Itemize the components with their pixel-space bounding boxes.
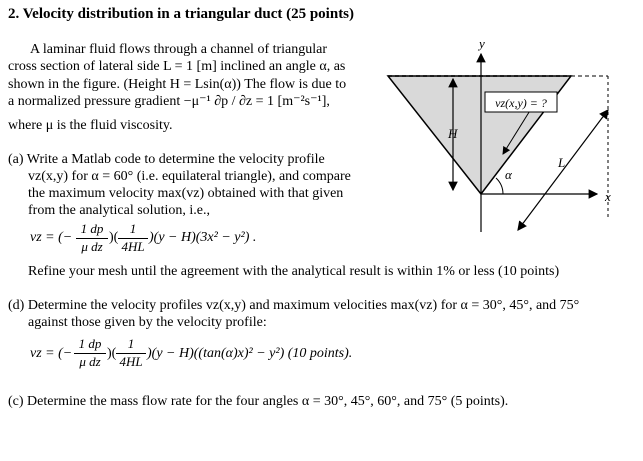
l-label: L [558,155,566,170]
eq2-rhs: )(y − H)((tan(α)x)² − y²) (10 points). [147,346,353,361]
part-a-line-1: (a) Write a Matlab code to determine the velocity profile [8,152,325,167]
refine-line: Refine your mesh until the agreement with the analytical result is within 1% or less (10 points) [28,264,560,279]
eq1-lhs: vz = (− [30,230,73,245]
intro-line-5: where μ is the fluid viscosity. [8,118,173,133]
intro-line-2: cross section of lateral side L = 1 [m] inclined an angle α, as [8,59,346,74]
alpha-arc [496,178,503,194]
eq1-frac1-num: 1 dp [80,221,104,236]
part-a-line-2: vz(x,y) for α = 60° (i.e. equilateral triangle), and compare [28,169,351,184]
intro-line-1: A laminar fluid flows through a channel of triangular [30,42,328,57]
eq1-frac2-den: 4HL [121,239,145,254]
eq2-frac1-den: μ dz [79,354,101,369]
part-a-line-3: the maximum velocity max(vz) obtained with that given [28,186,344,201]
intro-line-3: shown in the figure. (Height H = Lsin(α)) The flow is due to [8,77,347,92]
part-d-line-2: against those given by the velocity profile: [28,315,267,330]
eq1-frac2-num: 1 [129,221,137,236]
part-a-line-4: from the analytical solution, i.e., [28,203,210,218]
x-axis-label: x [605,189,611,204]
h-label: H [448,126,458,141]
eq2-frac1-num: 1 dp [78,336,102,351]
eq2-paren: )( [107,346,117,361]
eq2-frac2-den: 4HL [119,354,143,369]
y-axis-label: y [479,36,485,51]
eq1-paren: )( [109,230,119,245]
alpha-label: α [505,167,512,182]
problem-title: 2. Velocity distribution in a triangular duct (25 points) [8,6,355,22]
eq1-rhs: )(y − H)(3x² − y²) . [149,230,257,245]
triangular-duct-figure [375,32,637,237]
eq2-lhs: vz = (− [30,346,73,361]
vz-label: vz(x,y) = ? [495,96,547,110]
eq1-frac1-den: μ dz [81,239,103,254]
eq2-frac2-num: 1 [127,336,135,351]
part-d-line-1: (d) Determine the velocity profiles vz(x,y) and maximum velocities max(vz) for α = 30°, 45°, and 75° [8,298,580,313]
intro-line-4: a normalized pressure gradient −μ⁻¹ ∂p / ∂z = 1 [m⁻²s⁻¹], [8,94,330,109]
part-c-line: (c) Determine the mass flow rate for the four angles α = 30°, 45°, 60°, and 75° (5 points). [8,394,509,409]
